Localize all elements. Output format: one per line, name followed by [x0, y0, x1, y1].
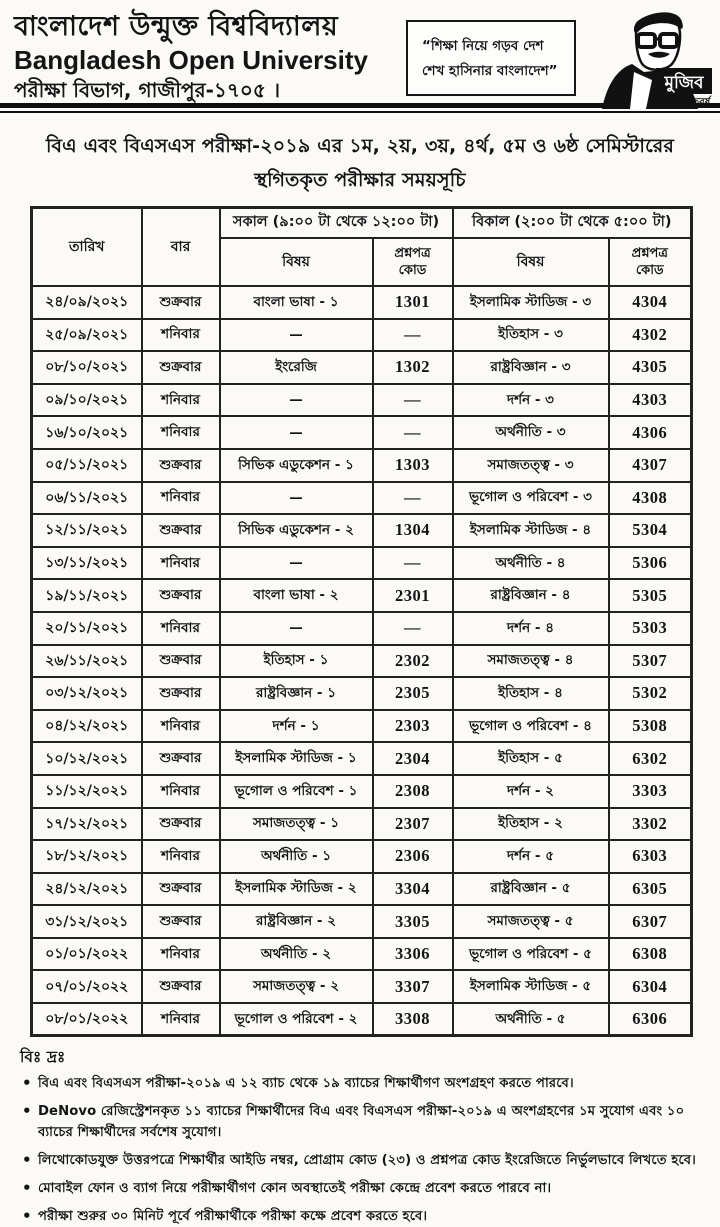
university-identity — [14, 8, 394, 104]
slogan-box — [406, 20, 576, 96]
afternoon-subject-cell: ভূগোল ও পরিবেশ - ৫ — [453, 938, 609, 971]
morning-code-cell: 2304 — [373, 742, 453, 775]
note-item: • পরীক্ষা শুরুর ৩০ মিনিট পূর্বে পরীক্ষার্থীকে পরীক্ষা কক্ষে প্রবেশ করতে হবে। — [20, 1206, 702, 1227]
morning-code-cell: — — [373, 416, 453, 449]
morning-code-cell: 1304 — [373, 514, 453, 547]
afternoon-code-cell: 5303 — [609, 612, 692, 645]
afternoon-code-cell: 3303 — [609, 775, 692, 808]
morning-code-cell: 2307 — [373, 808, 453, 841]
date-cell: ০৯/১০/২০২১ — [32, 384, 142, 417]
schedule-row — [32, 840, 692, 873]
date-cell: ০৭/০১/২০২২ — [32, 970, 142, 1003]
morning-subject-header: বিষয় — [220, 238, 373, 286]
mujib-portrait-icon — [594, 10, 716, 109]
day-cell: শনিবার — [142, 547, 220, 580]
schedule-row — [32, 775, 692, 808]
date-cell: ১০/১২/২০২১ — [32, 742, 142, 775]
date-cell: ০৮/০১/২০২২ — [32, 1003, 142, 1036]
afternoon-code-cell: 6303 — [609, 840, 692, 873]
university-name-english: Bangladesh Open University — [14, 45, 368, 75]
morning-code-cell: 1302 — [373, 351, 453, 384]
schedule-table-head — [32, 208, 692, 287]
mujib-borsho-logo — [594, 10, 716, 109]
day-cell: শনিবার — [142, 938, 220, 971]
afternoon-subject-cell: অর্থনীতি - ৫ — [453, 1003, 609, 1036]
document-title — [0, 129, 720, 197]
afternoon-subject-cell: রাষ্ট্রবিজ্ঞান - ৪ — [453, 579, 609, 612]
day-cell: শুক্রবার — [142, 905, 220, 938]
afternoon-code-cell: 4306 — [609, 416, 692, 449]
afternoon-code-cell: 3302 — [609, 808, 692, 841]
title-line-2: স্থগিতকৃত পরীক্ষার সময়সূচি — [254, 169, 466, 191]
morning-subject-cell: ভূগোল ও পরিবেশ - ২ — [220, 1003, 373, 1036]
schedule-row — [32, 579, 692, 612]
afternoon-session-header: বিকাল (২:০০ টা থেকে ৫:০০ টা) — [453, 208, 692, 239]
exam-schedule-table — [30, 206, 693, 1037]
schedule-row — [32, 514, 692, 547]
schedule-row — [32, 905, 692, 938]
morning-subject-cell: — — [220, 319, 373, 352]
afternoon-code-cell: 6302 — [609, 742, 692, 775]
morning-code-cell: — — [373, 547, 453, 580]
day-cell: শুক্রবার — [142, 449, 220, 482]
afternoon-code-cell: 6304 — [609, 970, 692, 1003]
schedule-row — [32, 286, 692, 319]
morning-subject-cell: — — [220, 416, 373, 449]
morning-subject-cell: ইতিহাস - ১ — [220, 645, 373, 678]
afternoon-code-cell: 6307 — [609, 905, 692, 938]
schedule-row — [32, 482, 692, 515]
morning-subject-cell: অর্থনীতি - ২ — [220, 938, 373, 971]
schedule-row — [32, 319, 692, 352]
schedule-row — [32, 351, 692, 384]
date-cell: ০১/০১/২০২২ — [32, 938, 142, 971]
afternoon-code-cell: 4302 — [609, 319, 692, 352]
note-item: • DeNovo রেজিস্ট্রেশনকৃত ১১ ব্যাচের শিক্ষার্থীদের বিএ এবং বিএসএস পরীক্ষা-২০১৯ এ অংশগ্রহণের ১ম সুযোগ এবং ১০ ব্যাচের শিক্ষার্থীদের সর্বশেষ সুযোগ। — [20, 1101, 702, 1143]
morning-code-cell: 2306 — [373, 840, 453, 873]
morning-code-cell: — — [373, 384, 453, 417]
schedule-row — [32, 710, 692, 743]
schedule-row — [32, 808, 692, 841]
department-line: পরীক্ষা বিভাগ, গাজীপুর-১৭০৫ । — [14, 78, 280, 102]
schedule-row — [32, 416, 692, 449]
morning-subject-cell: দর্শন - ১ — [220, 710, 373, 743]
date-cell: ০৩/১২/২০২১ — [32, 677, 142, 710]
university-name-bengali: বাংলাদেশ উন্মুক্ত বিশ্ববিদ্যালয় — [14, 11, 339, 42]
document-header — [0, 0, 720, 108]
schedule-row — [32, 677, 692, 710]
morning-subject-cell: — — [220, 547, 373, 580]
date-cell: ০৬/১১/২০২১ — [32, 482, 142, 515]
afternoon-subject-header: বিষয় — [453, 238, 609, 286]
morning-code-cell: 1303 — [373, 449, 453, 482]
notes-list — [20, 1073, 702, 1227]
afternoon-subject-cell: ভূগোল ও পরিবেশ - ৩ — [453, 482, 609, 515]
afternoon-subject-cell: দর্শন - ৪ — [453, 612, 609, 645]
afternoon-code-cell: 4304 — [609, 286, 692, 319]
afternoon-subject-cell: ইসলামিক স্টাডিজ - ৫ — [453, 970, 609, 1003]
morning-code-cell: 2308 — [373, 775, 453, 808]
afternoon-subject-cell: অর্থনীতি - ৪ — [453, 547, 609, 580]
schedule-row — [32, 645, 692, 678]
schedule-row — [32, 449, 692, 482]
morning-code-cell: 3308 — [373, 1003, 453, 1036]
morning-code-header: প্রশ্নপত্র কোড — [373, 238, 453, 286]
schedule-row — [32, 547, 692, 580]
schedule-row — [32, 873, 692, 906]
morning-subject-cell: — — [220, 384, 373, 417]
morning-code-cell: — — [373, 319, 453, 352]
day-cell: শনিবার — [142, 319, 220, 352]
schedule-row — [32, 742, 692, 775]
morning-code-cell: 3307 — [373, 970, 453, 1003]
schedule-row — [32, 970, 692, 1003]
afternoon-subject-cell: সমাজতত্ত্ব - ৫ — [453, 905, 609, 938]
date-cell: ১৯/১১/২০২১ — [32, 579, 142, 612]
afternoon-subject-cell: সমাজতত্ত্ব - ৩ — [453, 449, 609, 482]
afternoon-code-cell: 5305 — [609, 579, 692, 612]
afternoon-subject-cell: সমাজতত্ত্ব - ৪ — [453, 645, 609, 678]
note-item: • মোবাইল ফোন ও ব্যাগ নিয়ে পরীক্ষার্থীগণ কোন অবস্থাতেই পরীক্ষা কেন্দ্রে প্রবেশ করতে পারবে না। — [20, 1178, 702, 1199]
date-cell: ১২/১১/২০২১ — [32, 514, 142, 547]
day-cell: শনিবার — [142, 612, 220, 645]
morning-code-cell: 2301 — [373, 579, 453, 612]
date-cell: ২৫/০৯/২০২১ — [32, 319, 142, 352]
morning-subject-cell: সিভিক এডুকেশন - ১ — [220, 449, 373, 482]
afternoon-subject-cell: ভূগোল ও পরিবেশ - ৪ — [453, 710, 609, 743]
afternoon-code-cell: 4303 — [609, 384, 692, 417]
logo-label-text: মুজিব — [664, 73, 704, 93]
afternoon-subject-cell: দর্শন - ২ — [453, 775, 609, 808]
note-item: • লিথোকোডযুক্ত উত্তরপত্রে শিক্ষার্থীর আইডি নম্বর, প্রোগ্রাম কোড (২৩) ও প্রশ্নপত্র কোড ইংরেজিতে নির্ভুলভাবে লিখতে হবে। — [20, 1150, 702, 1171]
day-cell: শুক্রবার — [142, 873, 220, 906]
date-cell: ০৪/১২/২০২১ — [32, 710, 142, 743]
afternoon-code-cell: 5304 — [609, 514, 692, 547]
date-cell: ১৮/১২/২০২১ — [32, 840, 142, 873]
date-cell: ১১/১২/২০২১ — [32, 775, 142, 808]
afternoon-subject-cell: ইতিহাস - ২ — [453, 808, 609, 841]
afternoon-subject-cell: ইতিহাস - ৩ — [453, 319, 609, 352]
morning-session-header: সকাল (৯:০০ টা থেকে ১২:০০ টা) — [220, 208, 453, 239]
date-cell: ১৩/১১/২০২১ — [32, 547, 142, 580]
schedule-row — [32, 938, 692, 971]
day-cell: শুক্রবার — [142, 579, 220, 612]
morning-subject-cell: ইংরেজি — [220, 351, 373, 384]
slogan-line-1: “শিক্ষা নিয়ে গড়ব দেশ — [422, 38, 544, 54]
day-cell: শুক্রবার — [142, 286, 220, 319]
day-cell: শনিবার — [142, 384, 220, 417]
date-cell: ১৬/১০/২০২১ — [32, 416, 142, 449]
morning-code-cell: 2302 — [373, 645, 453, 678]
afternoon-code-cell: 5302 — [609, 677, 692, 710]
note-item: • বিএ এবং বিএসএস পরীক্ষা-২০১৯ এ ১২ ব্যাচ থেকে ১৯ ব্যাচের শিক্ষার্থীগণ অংশগ্রহণ করতে পারবে। — [20, 1073, 702, 1094]
slogan-line-2: শেখ হাসিনার বাংলাদেশ” — [422, 63, 558, 79]
notes-section — [0, 1037, 720, 1227]
logo-sublabel-text: শতবর্ষ — [685, 97, 711, 108]
title-line-1: বিএ এবং বিএসএস পরীক্ষা-২০১৯ এর ১ম, ২য়, ৩য়, ৪র্থ, ৫ম ও ৬ষ্ঠ সেমিস্টারের — [45, 135, 675, 157]
schedule-row — [32, 1003, 692, 1036]
date-cell: ২০/১১/২০২১ — [32, 612, 142, 645]
date-cell: ৩১/১২/২০২১ — [32, 905, 142, 938]
afternoon-code-cell: 4307 — [609, 449, 692, 482]
schedule-row — [32, 612, 692, 645]
morning-code-cell: 3306 — [373, 938, 453, 971]
afternoon-subject-cell: রাষ্ট্রবিজ্ঞান - ৩ — [453, 351, 609, 384]
day-cell: শনিবার — [142, 1003, 220, 1036]
morning-subject-cell: — — [220, 482, 373, 515]
date-cell: ০৮/১০/২০২১ — [32, 351, 142, 384]
afternoon-subject-cell: ইতিহাস - ৫ — [453, 742, 609, 775]
afternoon-subject-cell: রাষ্ট্রবিজ্ঞান - ৫ — [453, 873, 609, 906]
schedule-table-container — [30, 206, 690, 1037]
morning-code-cell: 3304 — [373, 873, 453, 906]
afternoon-code-cell: 6305 — [609, 873, 692, 906]
day-cell: শনিবার — [142, 416, 220, 449]
schedule-row — [32, 384, 692, 417]
morning-subject-cell: ভূগোল ও পরিবেশ - ১ — [220, 775, 373, 808]
morning-subject-cell: সিভিক এডুকেশন - ২ — [220, 514, 373, 547]
date-cell: ২৪/১২/২০২১ — [32, 873, 142, 906]
day-cell: শুক্রবার — [142, 970, 220, 1003]
morning-subject-cell: — — [220, 612, 373, 645]
day-cell: শনিবার — [142, 775, 220, 808]
afternoon-code-cell: 4305 — [609, 351, 692, 384]
date-cell: ০৫/১১/২০২১ — [32, 449, 142, 482]
date-cell: ২৬/১১/২০২১ — [32, 645, 142, 678]
afternoon-code-cell: 5307 — [609, 645, 692, 678]
morning-subject-cell: সমাজতত্ত্ব - ২ — [220, 970, 373, 1003]
date-column-header: তারিখ — [32, 208, 142, 287]
day-cell: শুক্রবার — [142, 514, 220, 547]
morning-subject-cell: বাংলা ভাষা - ২ — [220, 579, 373, 612]
date-cell: ১৭/১২/২০২১ — [32, 808, 142, 841]
afternoon-subject-cell: ইসলামিক স্টাডিজ - ৪ — [453, 514, 609, 547]
morning-subject-cell: সমাজতত্ত্ব - ১ — [220, 808, 373, 841]
afternoon-subject-cell: অর্থনীতি - ৩ — [453, 416, 609, 449]
day-cell: শনিবার — [142, 840, 220, 873]
morning-subject-cell: রাষ্ট্রবিজ্ঞান - ১ — [220, 677, 373, 710]
afternoon-subject-cell: ইসলামিক স্টাডিজ - ৩ — [453, 286, 609, 319]
afternoon-subject-cell: দর্শন - ৩ — [453, 384, 609, 417]
day-cell: শুক্রবার — [142, 742, 220, 775]
morning-code-cell: 2303 — [373, 710, 453, 743]
day-cell: শুক্রবার — [142, 645, 220, 678]
morning-subject-cell: ইসলামিক স্টাডিজ - ২ — [220, 873, 373, 906]
afternoon-code-cell: 5308 — [609, 710, 692, 743]
day-cell: শুক্রবার — [142, 351, 220, 384]
morning-subject-cell: ইসলামিক স্টাডিজ - ১ — [220, 742, 373, 775]
day-column-header: বার — [142, 208, 220, 287]
morning-code-cell: 3305 — [373, 905, 453, 938]
afternoon-code-cell: 4308 — [609, 482, 692, 515]
morning-code-cell: 1301 — [373, 286, 453, 319]
afternoon-subject-cell: ইতিহাস - ৪ — [453, 677, 609, 710]
day-cell: শুক্রবার — [142, 677, 220, 710]
morning-code-cell: — — [373, 612, 453, 645]
date-cell: ২৪/০৯/২০২১ — [32, 286, 142, 319]
morning-code-cell: — — [373, 482, 453, 515]
morning-subject-cell: বাংলা ভাষা - ১ — [220, 286, 373, 319]
day-cell: শুক্রবার — [142, 808, 220, 841]
afternoon-code-header: প্রশ্নপত্র কোড — [609, 238, 692, 286]
afternoon-code-cell: 5306 — [609, 547, 692, 580]
morning-subject-cell: রাষ্ট্রবিজ্ঞান - ২ — [220, 905, 373, 938]
afternoon-subject-cell: দর্শন - ৫ — [453, 840, 609, 873]
afternoon-code-cell: 6308 — [609, 938, 692, 971]
notes-heading: বিঃ দ্রঃ — [20, 1048, 66, 1067]
schedule-table-body — [32, 286, 692, 1036]
afternoon-code-cell: 6306 — [609, 1003, 692, 1036]
day-cell: শনিবার — [142, 710, 220, 743]
day-cell: শনিবার — [142, 482, 220, 515]
morning-code-cell: 2305 — [373, 677, 453, 710]
morning-subject-cell: অর্থনীতি - ১ — [220, 840, 373, 873]
